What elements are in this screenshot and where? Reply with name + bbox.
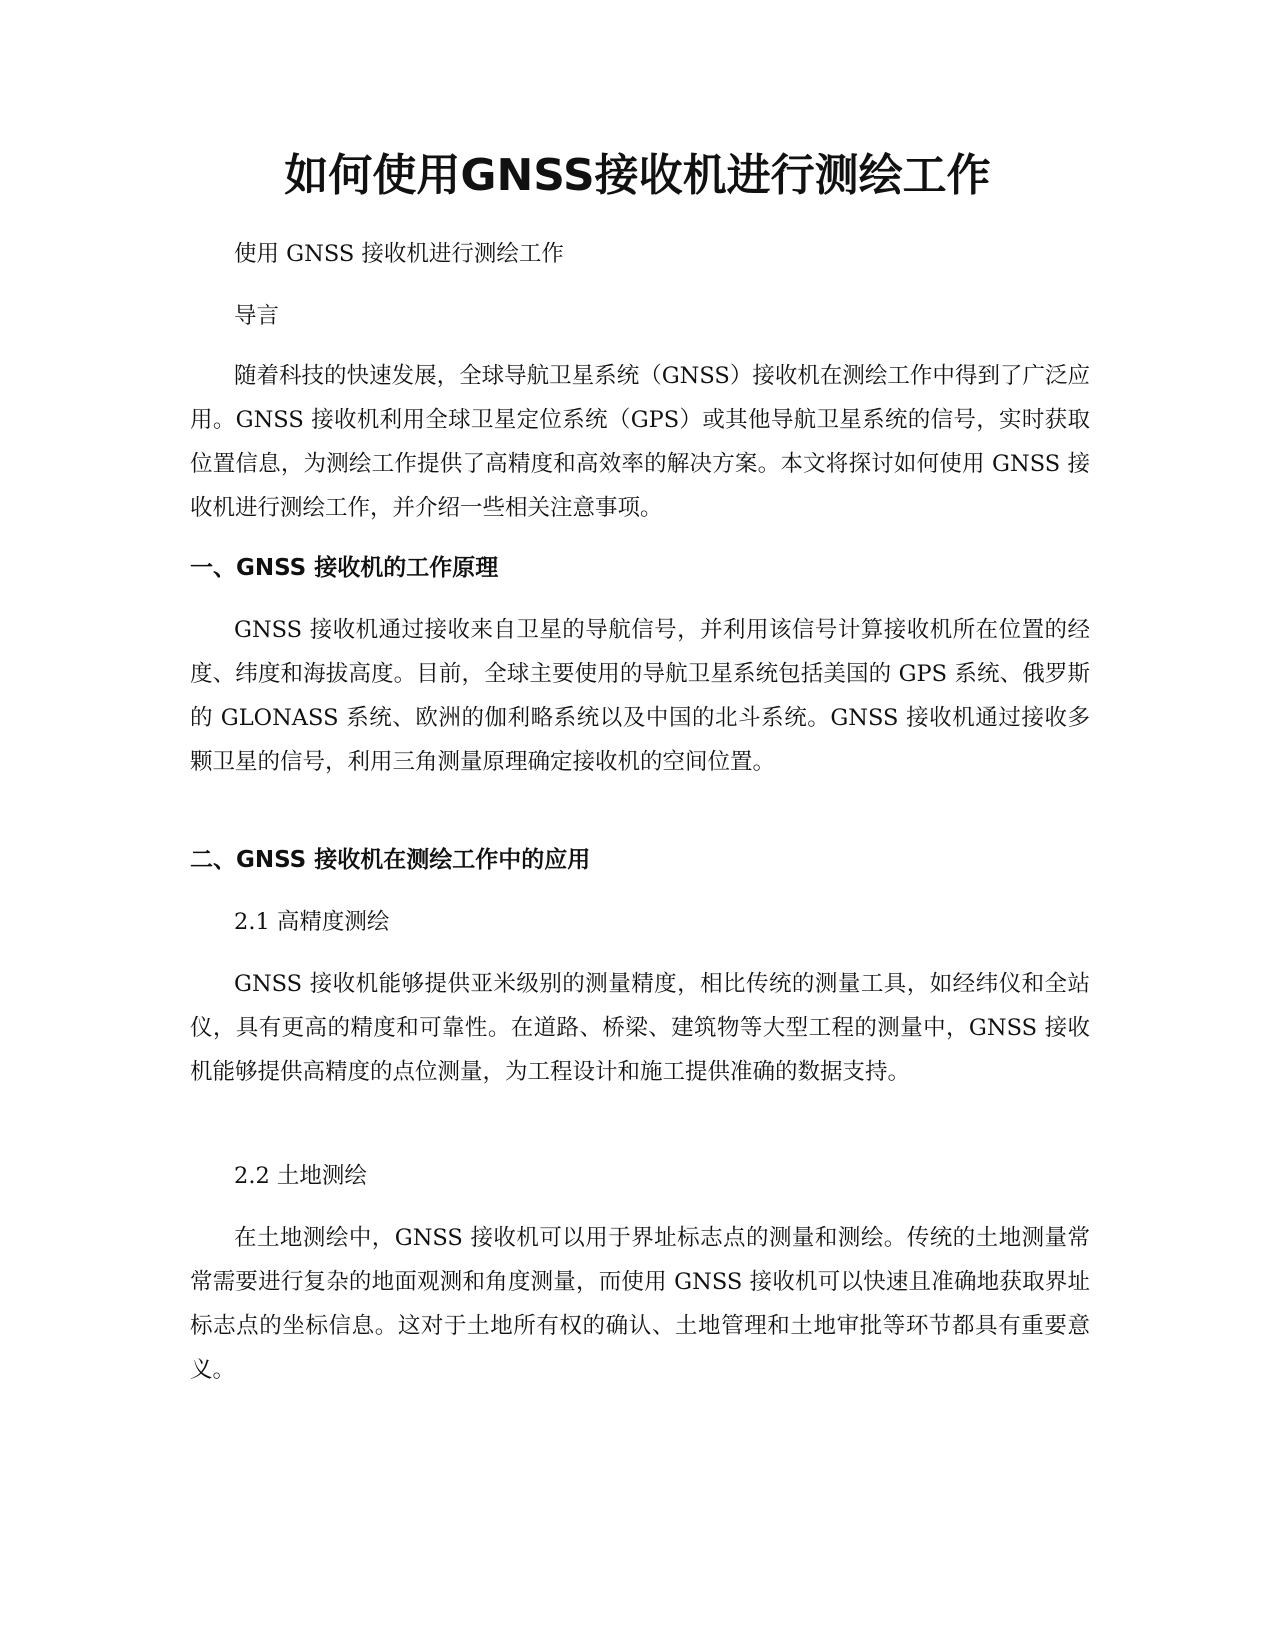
- subsection-2-2-paragraph: 在土地测绘中，GNSS 接收机可以用于界址标志点的测量和测绘。传统的土地测量常常需要进行复杂的地面观测和角度测量，而使用 GNSS 接收机可以快速且准确地获取界址标志点的坐标信息。这对于土地所有权的确认、土地管理和土地审批等环节都具有重要意义。: [190, 1225, 1090, 1383]
- subsection-2-1-paragraph: GNSS 接收机能够提供亚米级别的测量精度，相比传统的测量工具，如经纬仪和全站仪，具有更高的精度和可靠性。在道路、桥梁、建筑物等大型工程的测量中，GNSS 接收机能够提供高精度的点位测量，为工程设计和施工提供准确的数据支持。: [190, 971, 1090, 1085]
- intro-heading: 导言: [234, 303, 280, 329]
- section-1-heading: 一、GNSS 接收机的工作原理: [190, 555, 499, 581]
- document-title: 如何使用GNSS接收机进行测绘工作: [284, 150, 991, 201]
- intro-paragraph: 随着科技的快速发展，全球导航卫星系统（GNSS）接收机在测绘工作中得到了广泛应用。GNSS 接收机利用全球卫星定位系统（GPS）或其他导航卫星系统的信号，实时获取位置信息，为测绘工作提供了高精度和高效率的解决方案。本文将探讨如何使用 GNSS 接收机进行测绘工作，并介绍一些相关注意事项。: [190, 363, 1090, 521]
- section-1-paragraph: GNSS 接收机通过接收来自卫星的导航信号，并利用该信号计算接收机所在位置的经度、纬度和海拔高度。目前，全球主要使用的导航卫星系统包括美国的 GPS 系统、俄罗斯的 GLONASS 系统、欧洲的伽利略系统以及中国的北斗系统。GNSS 接收机通过接收多颗卫星的信号，利用三角测量原理确定接收机的空间位置。: [190, 617, 1090, 775]
- section-2-heading: 二、GNSS 接收机在测绘工作中的应用: [190, 847, 591, 873]
- subsection-2-1-heading: 2.1 高精度测绘: [234, 909, 390, 935]
- subsection-2-2-heading: 2.2 土地测绘: [234, 1163, 367, 1189]
- subtitle-paragraph: 使用 GNSS 接收机进行测绘工作: [234, 241, 564, 267]
